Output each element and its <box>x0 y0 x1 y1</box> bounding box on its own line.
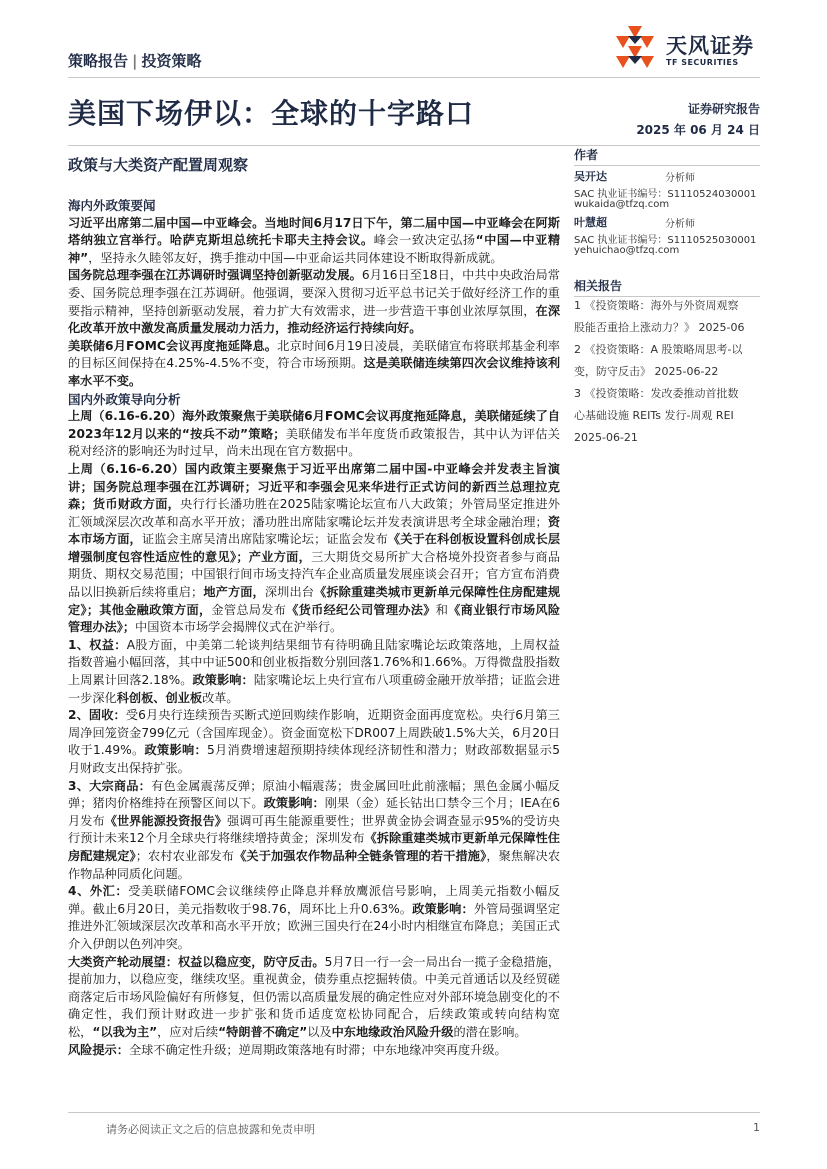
analysis-paragraph <box>68 461 560 637</box>
author-name: 吴开达 <box>574 170 607 183</box>
logo-mark-part <box>640 36 654 48</box>
related-report-line[interactable]: 3 《投资策略：发改委推动首批数 <box>574 387 739 400</box>
body-text: 央行行长潘功胜在2025陆家嘴论坛宣布八大政策；外管局坚定推进外汇领域深层次改革和高水平开放；潘功胜出席陆家嘴论坛并发表演讲思考全球金融治理； <box>68 497 560 529</box>
bold-text: 3、大宗商品： <box>68 778 152 793</box>
related-report-line[interactable]: 1 《投资策略：海外与外资周观察 <box>574 299 739 312</box>
bold-text: 科创板、创业板 <box>116 690 203 705</box>
body-text: 强调可再生能源重要性；世界黄金协会调查显示95%的受访央行预计未来12个月全球央行将继续增持黄金；深圳发布 <box>68 813 560 846</box>
related-reports-heading: 相关报告 <box>574 279 623 293</box>
related-report-line[interactable]: 变，防守反击》 2025-06-22 <box>574 365 719 378</box>
bold-text: 《商业银行市场风险管理办法》； <box>68 602 561 635</box>
page-number: 1 <box>753 1121 760 1134</box>
bold-text: 国务院总理李强在江苏调研时强调坚持创新驱动发展。 <box>68 268 362 283</box>
header-divider <box>68 77 760 78</box>
body-text: 外管局强调坚定推进外汇领域深层次改革和高水平开放；欧洲三国央行在24小时内相继宣布降息；美国正式介入伊朗以色列冲突。 <box>68 901 561 951</box>
logo-mark-part <box>616 36 630 48</box>
related-report-line[interactable]: 2025-06-21 <box>574 431 638 444</box>
bold-text: 习近平出席第二届中国—中亚峰会。当地时间6月17日下午，第二届中国—中亚峰会在阿斯塔纳独立宫举行。哈萨克斯坦总统托卡耶夫主持会议。 <box>68 215 560 248</box>
body-text: 以及 <box>307 1024 332 1039</box>
bold-text: 地产方面， <box>203 585 265 600</box>
footer-divider <box>68 1112 760 1113</box>
bold-text: 上周（6.16-6.20）国内政策主要聚焦于习近平出席第二届中国-中亚峰会并发表主旨演讲；国务院总理李强在江苏调研；习近平和李强会见来华进行正式访问的新西兰总理拉克森；货币财政方面， <box>68 461 560 512</box>
related-report-line[interactable]: 2 《投资策略：A 股策略周思考-以 <box>574 343 743 356</box>
body-text: 受6月央行连续预告买断式逆回购续作影响，近期资金面再度宽松。央行6月第三周净回笼资金799亿元（含国库现金）。资金面宽松下DR007上周跌破1.5%大关，6月20日收于1.49%。 <box>68 708 560 758</box>
breadcrumb <box>68 50 202 71</box>
bold-text: 《世界能源投资报告》 <box>104 813 228 828</box>
bold-text: 政策影响： <box>412 901 474 916</box>
authors-divider <box>574 165 760 166</box>
body-text: 刚果（金）延长钴出口禁令三个月；IEA在6月发布 <box>68 796 561 828</box>
body-text: 证监会主席吴清出席陆家嘴论坛；证监会发布 <box>141 532 388 547</box>
bold-text: “特朗普不确定” <box>218 1024 308 1039</box>
body-text: 的潜在影响。 <box>453 1024 527 1039</box>
bold-text: 大类资产轮动展望：权益以稳应变，防守反击。 <box>68 954 325 969</box>
bold-text: 中东地缘政治风险升级 <box>331 1024 454 1039</box>
body-text: 深圳出台 <box>264 585 315 600</box>
body-text: ，坚持永久睦邻友好，携手推动中国—中亚命运共同体建设不断取得新成就。 <box>88 250 503 265</box>
bold-text: 《拆除重建类城市更新单元保障性住房配建规定》；其他金融政策方面， <box>68 585 561 617</box>
author-name: 叶慧超 <box>574 216 607 229</box>
related-report-line[interactable]: 股能否重拾上涨动力？》 2025-06 <box>574 321 745 334</box>
bold-text: 《关于在科创板设置科创成长层 增强制度包容性适应性的意见》；产业方面， <box>68 532 561 564</box>
body-text: ，聚焦解决农作物品种同质化问题。 <box>68 848 561 881</box>
author-license: SAC 执业证书编号：S1110524030001 <box>574 189 757 200</box>
bold-text: 政策影响： <box>192 673 254 688</box>
body-text: 金管总局发布 <box>211 602 287 617</box>
body-text: 有色金属震荡反弹；原油小幅震荡；贵金属回吐此前涨幅；黑色金属小幅反弹；猪肉价格维持在预警区间以下。 <box>68 778 560 811</box>
author-role: 分析师 <box>665 219 695 230</box>
asset-paragraph-fixed-income <box>68 707 560 777</box>
bold-text: 《关于加强农作物品种全链条管理的若干措施》 <box>234 848 487 863</box>
logo-mark-part <box>628 36 642 44</box>
bold-text: 4、外汇： <box>68 884 129 899</box>
body-text: 陆家嘴论坛上央行宣布八项重磅金融开放举措；证监会进一步深化 <box>68 673 561 705</box>
related-report-line[interactable]: 心基础设施 REITs 发行-周观 REI <box>574 409 734 422</box>
asset-paragraph-fx <box>68 883 560 953</box>
body-text: 受美联储FOMC会议继续停止降息并释放鹰派信号影响，上周美元指数小幅反弹。截止6月20日，美元指数收于98.76，周环比上升0.63%。 <box>68 884 560 916</box>
bold-text: 2、固收： <box>68 708 126 723</box>
asset-paragraph-equity <box>68 637 560 707</box>
breadcrumb-subcategory: 投资策略 <box>141 52 202 70</box>
news-paragraph <box>68 338 560 391</box>
brand-name: 天风证券 <box>666 34 754 58</box>
page-subtitle: 政策与大类资产配置周观察 <box>68 156 249 174</box>
body-text: ；农村农业部发布 <box>135 848 235 863</box>
brand-name-en: TF SECURITIES <box>666 58 739 67</box>
outlook-paragraph <box>68 954 560 1042</box>
news-paragraph <box>68 215 560 268</box>
authors-heading: 作者 <box>574 148 599 162</box>
report-date: 2025 年 06 月 24 日 <box>636 123 760 137</box>
logo-mark-part <box>628 56 642 64</box>
body-text: A股方面，中美第二轮谈判结果细节有待明确且陆家嘴论坛政策落地，上周权益指数普遍小幅回落，其中中证500和创业板指数分别回落1.76%和1.66%。万得微盘股指数上周累计回落2.18%。 <box>68 637 560 688</box>
bold-text: 上周（6.16-6.20）海外政策聚焦于美联储6月FOMC会议再度拖延降息，美联储延续了自2023年12月以来的“按兵不动”策略； <box>68 409 560 441</box>
body-text: 5月7日一行一会一局出台一揽子金稳措施，提前加力，以稳应变，继续攻坚。重视黄金，债券重点挖掘转债。中美元首通话以及经贸磋商落定后市场风险偏好有所修复，但仍需以高质量发展的确定性应对外部环境急剧变化的不确定性，我们预计财政进一步扩张和货币适度宽松协同配合，后续政策或转向结构宽松， <box>68 954 561 1039</box>
bold-text: 政策影响： <box>144 743 207 758</box>
section-heading: 海内外政策要闻 <box>68 198 156 213</box>
body-text: ，应对后续 <box>157 1024 219 1039</box>
logo-mark-part <box>640 56 654 68</box>
body-text: 5月消费增速超预期持续体现经济韧性和潜力；财政部数据显示5月财政支出保持扩张。 <box>68 743 561 775</box>
bold-text: 1、权益： <box>68 637 127 652</box>
bold-text: 《货币经纪公司管理办法》 <box>286 602 436 617</box>
breadcrumb-separator: | <box>132 52 138 70</box>
body-text: 中国资本市场学会揭牌仪式在沪举行。 <box>135 620 343 635</box>
author-license: SAC 执业证书编号：S1110525030001 <box>574 235 757 246</box>
body-text: 改革。 <box>202 690 239 705</box>
news-paragraph <box>68 267 560 337</box>
title-divider <box>68 145 760 146</box>
body-text: 全球不确定性升级；逆周期政策落地有时滞；中东地缘冲突再度升级。 <box>128 1042 507 1057</box>
breadcrumb-category: 策略报告 <box>68 52 129 70</box>
page-title: 美国下场伊以：全球的十字路口 <box>68 97 475 130</box>
asset-paragraph-commodities <box>68 778 560 884</box>
author-email[interactable]: yehuichao@tfzq.com <box>574 245 680 256</box>
bold-text: 美联储6月FOMC会议再度拖延降息。 <box>68 338 278 353</box>
bold-text: 这是美联储连续第四次会议维持该利率水平不变。 <box>68 356 561 388</box>
analysis-paragraph <box>68 408 560 461</box>
section-heading: 国内外政策导向分析 <box>68 391 181 407</box>
bold-text: “中国—中亚精神” <box>68 233 561 265</box>
bold-text: 政策影响： <box>263 796 325 811</box>
author-email[interactable]: wukaida@tfzq.com <box>574 199 670 210</box>
bold-text: 《拆除重建类城市更新单元保障性住房配建规定》 <box>68 831 560 863</box>
body-text: 和 <box>435 602 449 617</box>
bold-text: 风险提示： <box>68 1042 129 1057</box>
body-text: 峰会一致决定弘扬 <box>373 233 476 248</box>
logo-mark-part <box>616 56 630 68</box>
author-role: 分析师 <box>665 173 695 184</box>
body-text: 美联储发布半年度货币政策报告，其中认为评估关税对经济的影响还为时过早，尚未出现在官方数据中。 <box>68 426 560 459</box>
footer-disclaimer: 请务必阅读正文之后的信息披露和免责申明 <box>106 1123 315 1136</box>
bold-text: “以我为主” <box>92 1024 158 1039</box>
bold-text: 资本市场方面， <box>68 514 561 547</box>
report-type: 证券研究报告 <box>687 102 760 116</box>
body-text: 北京时间6月19日凌晨，美联储宣布将联邦基金利率的目标区间保持在4.25%-4.5%不变，符合市场预期。 <box>68 338 560 371</box>
bold-text: 在深化改革开放中激发高质量发展动力活力，推动经济运行持续向好。 <box>68 303 561 336</box>
main-content <box>68 197 560 1059</box>
body-text: 三大期货交易所扩大合格境外投资者参与商品期货、期权交易范围；中国银行间市场支持汽车企业高质量发展座谈会召开；官方宣布消费品以旧换新后续将重启； <box>68 549 561 600</box>
risk-paragraph <box>68 1042 560 1060</box>
body-text: 6月16日至18日，中共中央政治局常委、国务院总理李强在江苏调研。他强调，要深入贯彻习近平总书记关于做好经济工作的重要指示精神，坚持创新驱动发展，着力扩大有效需求，进一步营造干事创业浓厚氛围， <box>68 268 560 318</box>
